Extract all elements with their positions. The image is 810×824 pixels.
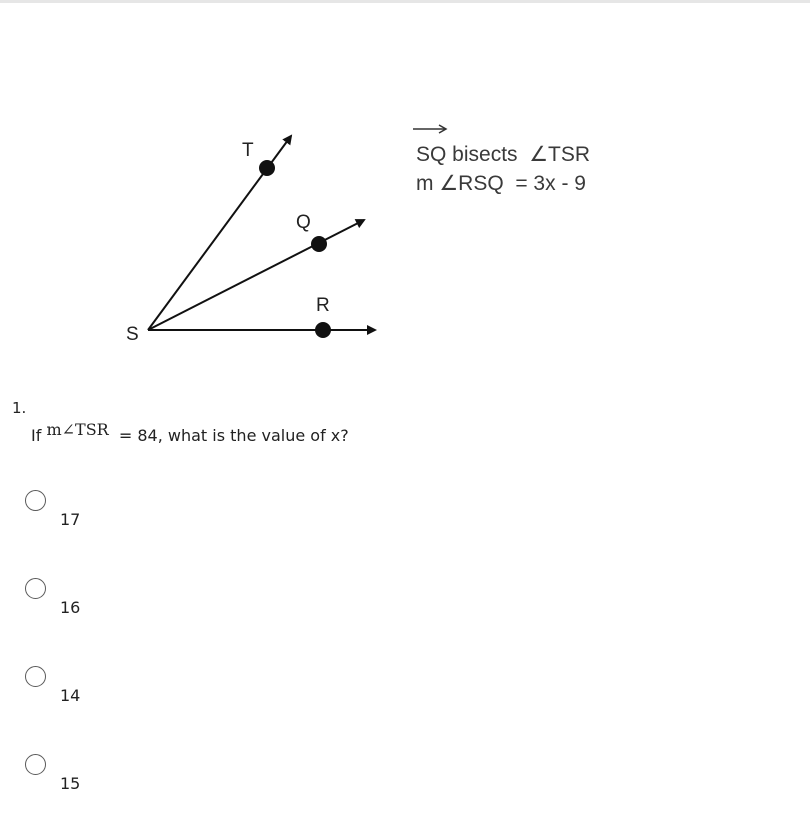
- label-r: R: [316, 295, 330, 316]
- radio-button[interactable]: [25, 490, 46, 511]
- ray-name: SQ: [416, 143, 447, 166]
- label-t: T: [242, 140, 254, 161]
- question-prompt: [31, 420, 349, 445]
- ray-sq: [148, 220, 364, 330]
- answer-option-4[interactable]: [25, 754, 145, 794]
- option-label: 17: [60, 510, 81, 529]
- option-label: 15: [60, 774, 81, 793]
- angle-diagram: [110, 120, 390, 350]
- ray-notation: [416, 140, 446, 169]
- answer-option-2[interactable]: [25, 578, 145, 618]
- label-q: Q: [296, 212, 311, 233]
- bisects-text: bisects ∠TSR: [446, 143, 591, 166]
- question-math-angle: m∠TSR: [46, 420, 109, 439]
- given-line-bisects: [416, 140, 590, 169]
- given-statements: [416, 140, 590, 198]
- answer-option-1[interactable]: [25, 490, 145, 530]
- option-label: 14: [60, 686, 81, 705]
- point-q: [311, 236, 327, 252]
- question-number: 1.: [12, 399, 27, 417]
- given-line-measure: m ∠RSQ = 3x - 9: [416, 172, 586, 195]
- question-prefix: If: [31, 426, 47, 445]
- radio-button[interactable]: [25, 754, 46, 775]
- point-r: [315, 322, 331, 338]
- question-suffix: = 84, what is the value of x?: [108, 426, 349, 445]
- top-border: [0, 0, 810, 3]
- label-s: S: [126, 324, 139, 345]
- radio-button[interactable]: [25, 578, 46, 599]
- option-label: 16: [60, 598, 81, 617]
- answer-option-3[interactable]: [25, 666, 145, 706]
- ray-arrow-icon: [412, 123, 448, 135]
- radio-button[interactable]: [25, 666, 46, 687]
- point-t: [259, 160, 275, 176]
